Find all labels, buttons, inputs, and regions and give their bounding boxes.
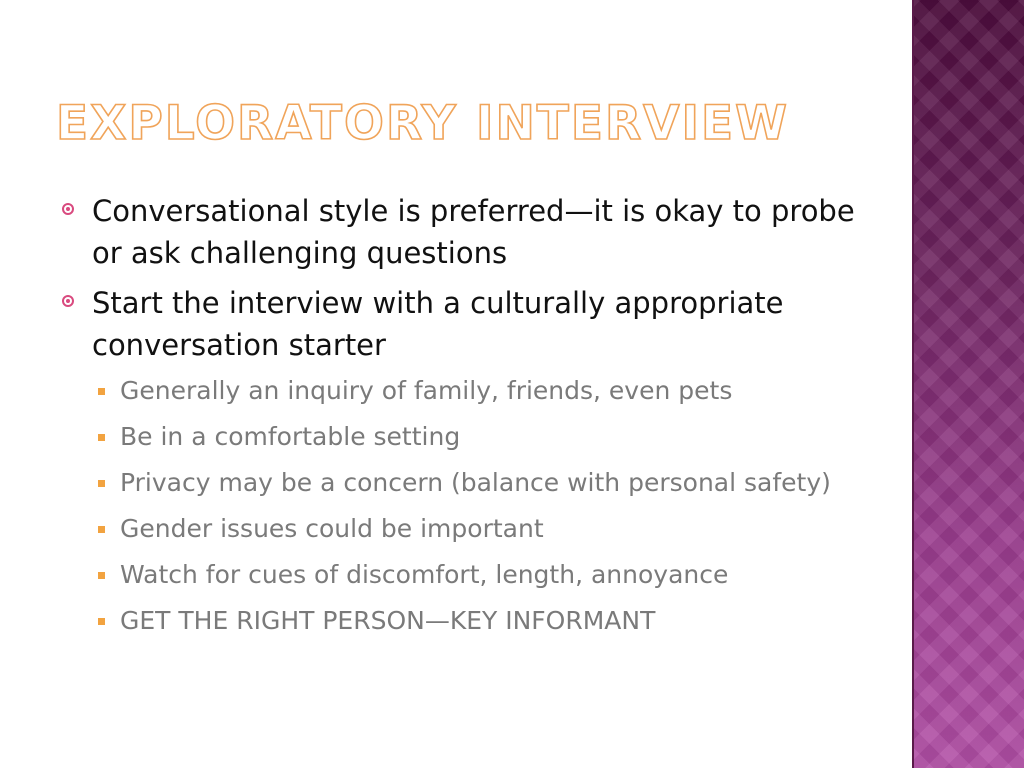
sub-bullet-item [62,374,862,408]
sub-bullet-text: Privacy may be a concern (balance with personal safety) [120,468,831,497]
sub-bullet-item [62,420,862,454]
sub-bullet-item [62,512,862,546]
slide-title: EXPLORATORY INTERVIEW [56,96,789,151]
sub-bullet-text: Generally an inquiry of family, friends, even pets [120,376,733,405]
square-bullet-icon [98,618,105,625]
sub-bullet-text: GET THE RIGHT PERSON—KEY INFORMANT [120,606,656,635]
sub-bullet-item [62,604,862,638]
sub-bullet-text: Watch for cues of discomfort, length, annoyance [120,560,729,589]
bullet-item [62,282,862,366]
sub-bullet-item [62,558,862,592]
bullet-text: Conversational style is preferred—it is okay to probe or ask challenging questions [92,194,855,270]
square-bullet-icon [98,434,105,441]
sub-bullet-list [62,374,862,638]
square-bullet-icon [98,526,105,533]
square-bullet-icon [98,572,105,579]
sub-bullet-text: Gender issues could be important [120,514,544,543]
bullet-item [62,190,862,274]
sub-bullet-item [62,466,862,500]
square-bullet-icon [98,480,105,487]
sub-bullet-text: Be in a comfortable setting [120,422,461,451]
circle-bullet-icon [62,295,74,307]
circle-bullet-icon [62,203,74,215]
bullet-text: Start the interview with a culturally appropriate conversation starter [92,286,784,362]
decorative-side-panel [912,0,1024,768]
slide-content [62,190,862,650]
square-bullet-icon [98,388,105,395]
